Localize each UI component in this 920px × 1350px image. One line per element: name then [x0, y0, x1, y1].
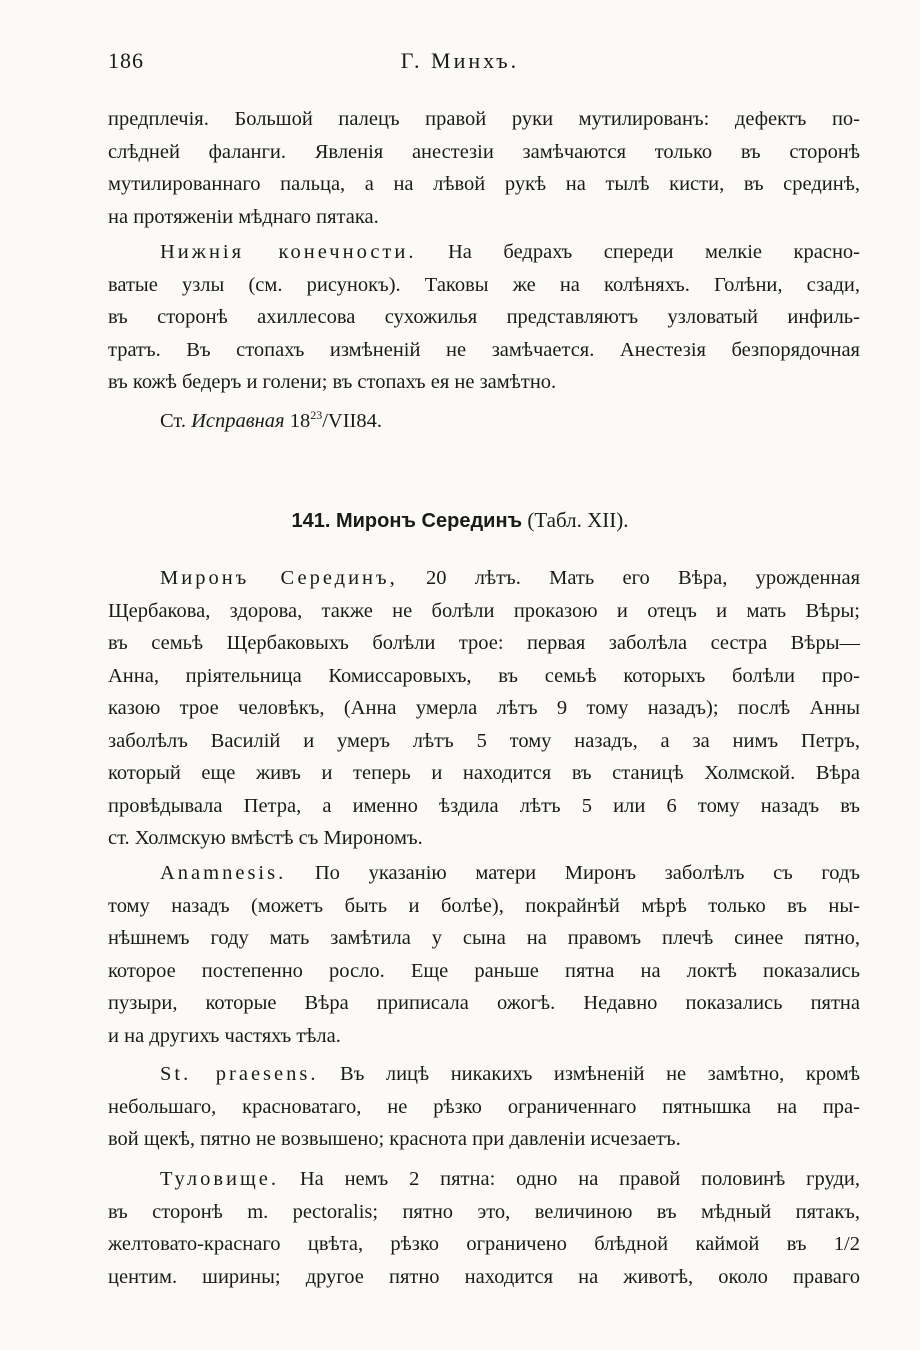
text-line [108, 857, 860, 890]
case-title: 141. Миронъ Серединъ [291, 510, 523, 532]
paragraph-lead: Туловище. [160, 1168, 279, 1190]
text-line [108, 236, 860, 269]
text-line: предплечія. Большой палецъ правой руки мутилированъ: дефектъ по- [108, 108, 860, 130]
text-line: ст. Холмскую вмѣстѣ съ Мирономъ. [108, 827, 423, 849]
signature-line [108, 405, 860, 438]
text-run: На бедрахъ спереди мелкіе красно- [416, 241, 860, 263]
paragraph-torso [108, 1163, 860, 1293]
text-line [108, 1163, 860, 1196]
text-line: и на другихъ частяхъ тѣла. [108, 1024, 341, 1047]
text-run: Въ лицѣ никакихъ измѣненій не замѣтно, кромѣ [318, 1063, 860, 1085]
paragraph-status-praesens [108, 1058, 860, 1156]
text-line: заболѣлъ Василій и умеръ лѣтъ 5 тому назадъ, а за нимъ Петръ, [108, 729, 860, 752]
paragraph-lead: Нижнія конечности. [160, 241, 417, 263]
text-run: По указанію матери Миронъ заболѣлъ съ годъ [286, 862, 860, 884]
text-line: ватые узлы (см. рисунокъ). Таковы же на колѣняхъ. Голѣни, сзади, [108, 273, 860, 296]
text-line: мутилированнаго пальца, а на лѣвой рукѣ на тылѣ кисти, въ срединѣ, [108, 173, 860, 195]
text-line: который еще живъ и теперь и находится въ станицѣ Холмской. Вѣра [108, 762, 860, 784]
text-line: въ семьѣ Щербаковыхъ болѣли трое: первая заболѣла сестра Вѣры— [108, 632, 860, 654]
paragraph-anamnesis [108, 857, 860, 1052]
paragraph-lower-limbs [108, 236, 860, 399]
page-number: 186 [108, 48, 144, 73]
signature-place: Исправная [191, 410, 285, 432]
text-line: казою трое человѣкъ, (Анна умерла лѣтъ 9 тому назадъ); послѣ Анны [108, 697, 860, 719]
text-line: желтовато-краснаго цвѣта, рѣзко ограничено блѣдной каймой въ 1/2 [108, 1233, 860, 1255]
text-run: 20 лѣтъ. Мать его Вѣра, урожденная [397, 567, 860, 589]
paragraph-lead: Anamnesis. [160, 862, 287, 884]
text-line: въ сторонѣ ахиллесова сухожилья представляютъ узловатый инфиль- [108, 306, 860, 328]
text-line: нѣшнемъ году мать замѣтила у сына на правомъ плечѣ синее пятно, [108, 927, 860, 949]
paragraph-lead: St. praesens. [160, 1063, 319, 1085]
text-line: Анна, пріятельница Комиссаровыхъ, въ семьѣ которыхъ болѣли про- [108, 664, 860, 687]
text-line: въ кожѣ бедеръ и голени; въ стопахъ ея не замѣтно. [108, 371, 557, 393]
text-line: Щербакова, здорова, также не болѣли проказою и отецъ и мать Вѣры; [108, 599, 860, 622]
text-line: тому назадъ (можетъ быть и болѣе), покрайнѣй мѣрѣ только въ ны- [108, 894, 860, 917]
paragraph-forearm [108, 103, 860, 233]
text-line: на протяженіи мѣднаго пятака. [108, 205, 379, 228]
text-line: слѣдней фаланги. Явленія анестезіи замѣчаются только въ сторонѣ [108, 140, 860, 163]
signature-month: /VII [322, 410, 357, 432]
signature-year: 84. [356, 410, 382, 432]
text-line: пузыри, которые Вѣра приписала ожогѣ. Недавно показались пятна [108, 992, 860, 1014]
table-reference: (Табл. XII). [527, 508, 629, 532]
text-line [108, 405, 860, 438]
signature-prefix: Ст. [160, 410, 186, 432]
paragraph-lead: Миронъ Серединъ, [160, 567, 398, 589]
text-line: небольшаго, красноватаго, не рѣзко ограниченнаго пятнышка на пра- [108, 1095, 860, 1118]
text-line: которое постепенно росло. Еще раньше пятна на локтѣ показались [108, 959, 860, 982]
text-run: На немъ 2 пятна: одно на правой половинѣ груди, [279, 1168, 860, 1190]
text-line: тратъ. Въ стопахъ измѣненій не замѣчается. Анестезія безпорядочная [108, 338, 860, 361]
text-line: въ сторонѣ m. pectoralis; пятно это, величиною въ мѣдный пятакъ, [108, 1200, 860, 1223]
case-heading [0, 508, 920, 533]
signature-sup: 23 [310, 408, 323, 423]
paragraph-family [108, 562, 860, 855]
text-line [108, 562, 860, 595]
text-line: центим. ширины; другое пятно находится на животѣ, около праваго [108, 1265, 860, 1288]
text-line: вой щекѣ, пятно не возвышено; краснота при давленіи исчезаетъ. [108, 1128, 681, 1150]
running-title: Г. Минхъ. [400, 48, 520, 73]
signature-day: 18 [289, 410, 311, 432]
text-line: провѣдывала Петра, а именно ѣздила лѣтъ 5 или 6 тому назадъ въ [108, 794, 860, 817]
text-line [108, 1058, 860, 1091]
